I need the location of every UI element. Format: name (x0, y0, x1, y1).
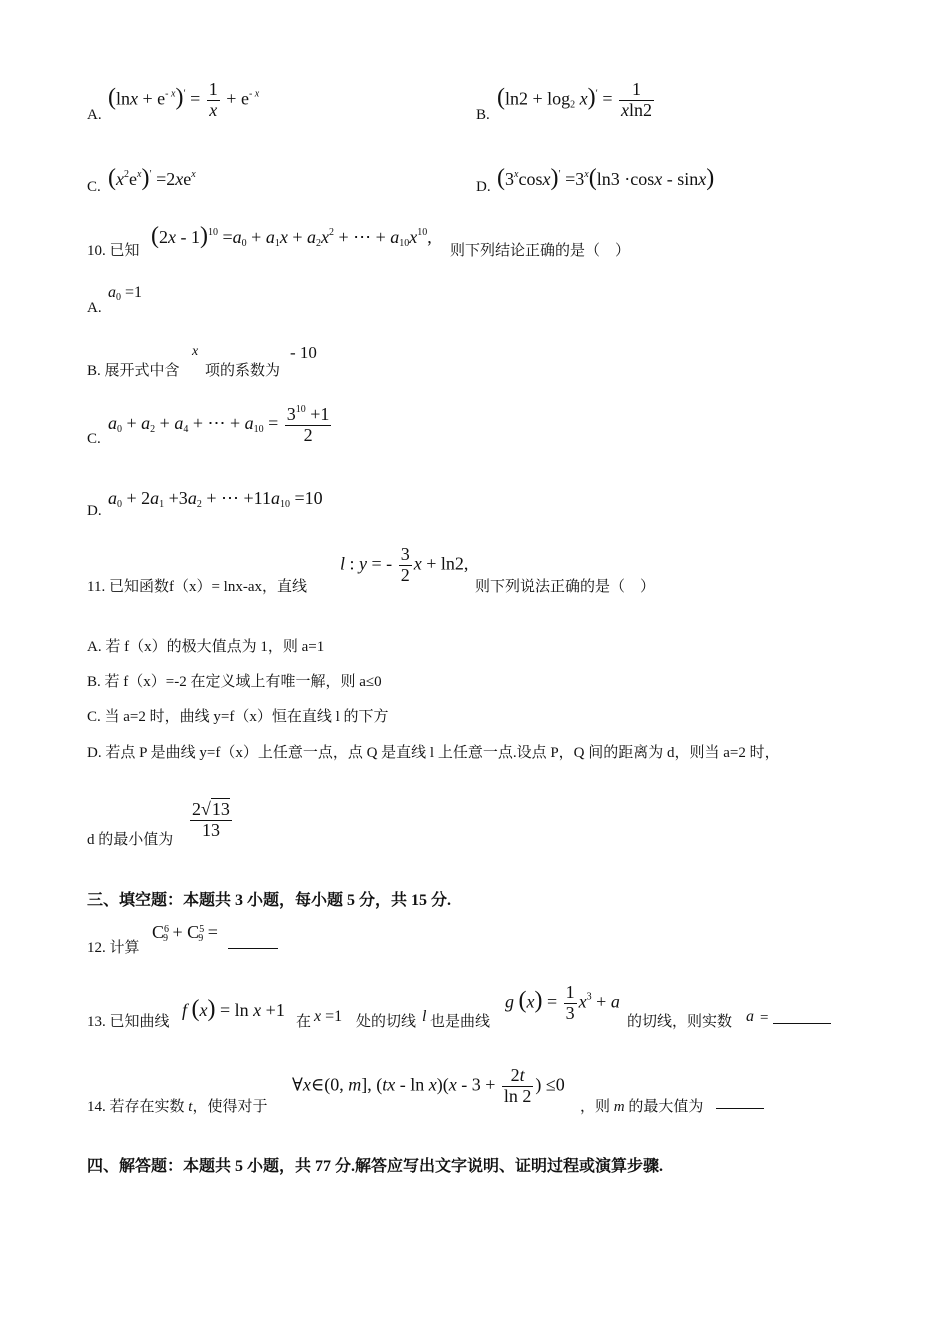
q13-f-formula: f (x) = ln x +1 (182, 996, 285, 1022)
q10-option-b: B. 展开式中含 (87, 363, 180, 379)
q11-option-d-line2: d 的最小值为 (87, 832, 174, 848)
q9-option-c-formula: $(x^2e^x)' =2xe^x$ (108, 165, 196, 191)
q9-option-d-label: D. (476, 179, 491, 195)
q11-option-b: B. 若 f（x）=-2 在定义域上有唯一解，则 a≤0 (87, 674, 382, 690)
q13-equals: = (760, 1010, 769, 1026)
section-4-heading: 四、解答题：本题共 5 小题，共 77 分.解答应写出文字说明、证明过程或演算步骤. (87, 1158, 664, 1175)
q10-expansion-formula: $(2x - 1)^{10} =a_0 + a_1x + a_2x^2$ + ⋯ + $a_{10}x^{10}$, (151, 223, 432, 249)
q13-l: l (422, 1008, 427, 1025)
q11-option-d: D. 若点 P 是曲线 y=f（x）上任意一点，点 Q 是直线 l 上任意一点.设点 P，Q 间的距离为 d，则当 a=2 时， (87, 745, 780, 761)
q11-line-formula: l : y = - $\frac{3}{2}$ x + ln2, (340, 544, 469, 585)
q10-option-b-x: x (192, 344, 199, 359)
q13-tail: 的切线，则实数 (627, 1014, 733, 1030)
q10-option-c-formula: $a_0 + a_2 + a_4$ + ⋯ + $a_{10}$ = $\frac{3^{10} +1}{2}$ (108, 404, 330, 445)
q11-option-a: A. 若 f（x）的极大值点为 1，则 a=1 (87, 639, 325, 655)
q10-option-b-value: - 10 (290, 343, 317, 362)
q10-option-a-label: A. (87, 300, 102, 316)
q9-option-c-label: C. (87, 179, 101, 195)
q13-mid3: 也是曲线 (430, 1014, 491, 1030)
q13-g-formula: g (x) = $\frac{1}{3}$ $x^3 + a$ (505, 982, 620, 1023)
q10-stem: 10. 已知 (87, 243, 140, 259)
q13-mid: 在 (296, 1014, 312, 1030)
q10-option-b-text2: 项的系数为 (205, 363, 281, 379)
q13-mid2: 处的切线 (356, 1014, 417, 1030)
q12-stem: 12. 计算 (87, 940, 140, 956)
q9-option-a-formula: $(\ln x + e^{- x})'$ = $\frac{1}{x}$ + $e^{- x}$ (108, 79, 260, 120)
q9-option-a-label: A. (87, 107, 102, 123)
q9-option-b-formula: $(\ln 2 + \log_2 x)'$ = $\frac{1}{xln2}$ (497, 79, 653, 120)
q10-option-d-formula: $a_0 + 2a_1 +3a_2$ + ⋯ $+11a_{10} =10$ (108, 488, 323, 510)
q12-answer-blank[interactable] (228, 948, 278, 949)
q13-answer-blank[interactable] (773, 1023, 831, 1024)
q9-option-b-label: B. (476, 107, 490, 123)
q10-option-a-formula: $a_0 =1$ (108, 284, 143, 303)
q14-stem: 14. 若存在实数 t，使得对于 (87, 1099, 268, 1115)
q11-tail: 则下列说法正确的是（ ） (475, 579, 656, 595)
q11-option-c: C. 当 a=2 时，曲线 y=f（x）恒在直线 l 的下方 (87, 709, 389, 725)
q14-condition-formula: ∀x∈(0, m], (tx - ln x)(x - 3 + $\frac{2t}{\ln 2}$ ) ≤0 (292, 1065, 565, 1106)
q14-tail: ，则 m 的最大值为 (580, 1099, 704, 1115)
section-3-heading: 三、填空题：本题共 3 小题，每小题 5 分，共 15 分. (87, 892, 452, 909)
q10-option-c-label: C. (87, 431, 101, 447)
q11-stem: 11. 已知函数f（x）= lnx-ax，直线 (87, 579, 307, 595)
q9-option-d-formula: $(3^x\cos x)' =3^x(\ln 3 \cdot\cos x - \sin x)$ (497, 165, 715, 191)
q11-option-d-value: $\frac{2√13}{13}$ (192, 799, 230, 840)
q13-point: x =1 (314, 1008, 343, 1025)
q10-option-d-label: D. (87, 503, 102, 519)
q13-a: a (746, 1008, 754, 1025)
q10-tail: 则下列结论正确的是（ ） (450, 243, 631, 259)
q13-stem: 13. 已知曲线 (87, 1014, 170, 1030)
q14-answer-blank[interactable] (716, 1108, 764, 1109)
q12-formula: $C^6_9 + C^5_9$ = (152, 922, 218, 944)
